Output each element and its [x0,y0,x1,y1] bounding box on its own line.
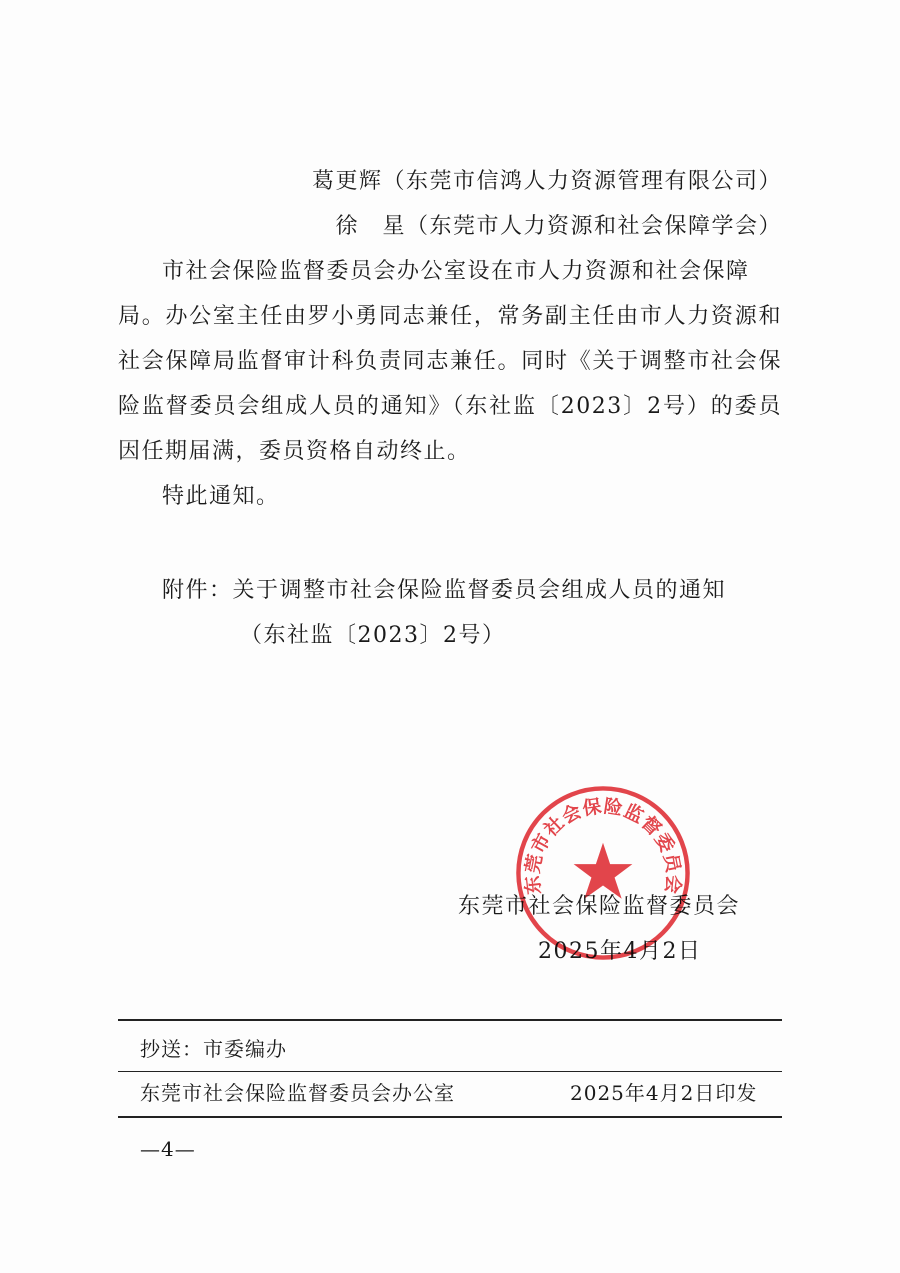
paragraph-line: 因任期届满，委员资格自动终止。 [118,439,471,464]
closing-text: 特此通知。 [162,484,280,509]
footer-middle-rule [118,1071,782,1072]
seal-star-icon [574,843,633,899]
signature-org: 东莞市社会保险监督委员会 [458,894,741,919]
member-line: 葛更辉（东莞市信鸿人力资源管理有限公司） [311,169,782,194]
paragraph-line: 局。办公室主任由罗小勇同志兼任，常务副主任由市人力资源和 [118,304,782,329]
paragraph-line: 险监督委员会组成人员的通知》（东社监〔2023〕2号）的委员 [118,394,782,419]
paragraph-line: 市社会保险监督委员会办公室设在市人力资源和社会保障 [162,259,750,284]
footer-bottom-rule [118,1116,782,1118]
signature-date: 2025年4月2日 [538,939,702,964]
page-number: —4— [140,1137,196,1161]
paragraph-line: 社会保障局监督审计科负责同志兼任。同时《关于调整市社会保 [118,349,782,374]
attachment-doc-number: （东社监〔2023〕2号） [240,623,506,648]
seal-text-path: 东莞市社会保险监督委员会 [522,796,684,896]
attachment-title: 附件：关于调整市社会保险监督委员会组成人员的通知 [162,578,727,603]
issuing-office: 东莞市社会保险监督委员会办公室 [140,1081,455,1105]
member-line: 徐 星（东莞市人力资源和社会保障学会） [335,214,782,239]
official-seal [514,784,692,962]
issue-date: 2025年4月2日印发 [570,1081,758,1105]
footer-top-rule [118,1019,782,1021]
cc-line: 抄送：市委编办 [140,1037,287,1061]
